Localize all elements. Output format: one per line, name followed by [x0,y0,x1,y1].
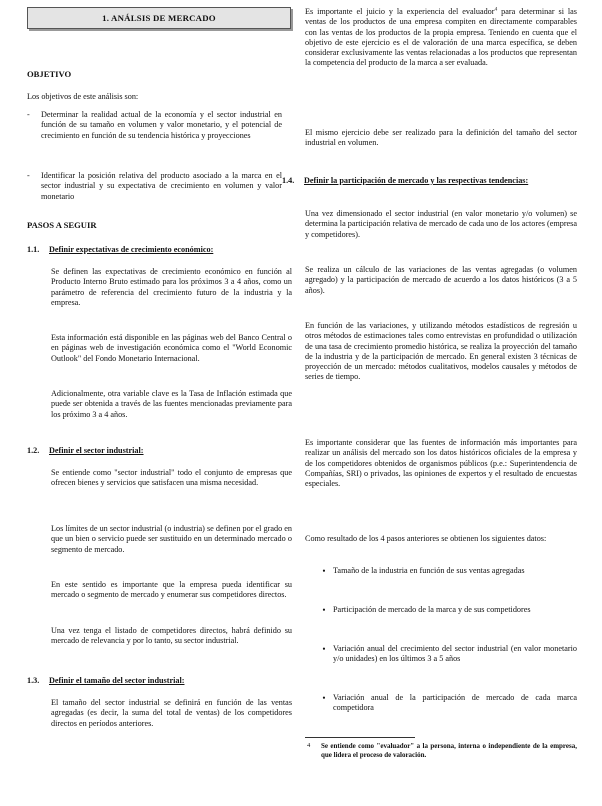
pasos-heading: PASOS A SEGUIR [27,220,97,230]
result-bullet-3 [315,644,577,665]
result-bullet-text: Variación anual del crecimiento del sector industrial (en valor monetario y/o unidades) en los últimos 3 a 5 años [333,644,577,664]
section-1-4-heading [282,176,577,186]
section-title-text: Definir el sector industrial: [49,446,144,455]
section-1-1-paragraph-1: Se definen las expectativas de crecimiento económico en función al Producto Interno Bruto estimado para los próximos 3 a 4 años, como un parámetro de referencia del crecimiento futuro de la industria y la empresa. [51,267,292,307]
section-number: 1.3. [27,676,40,685]
section-1-3-heading [27,676,292,686]
section-1-1-paragraph-3: Adicionalmente, otra variable clave es la Tasa de Inflación estimada que puede ser obtenida a través de las fuentes mencionadas previamente para los próximo 3 a 4 años. [51,389,292,419]
section-1-3-paragraph-1: El tamaño del sector industrial se definirá en función de las ventas agregadas (es decir, la suma del total de ventas) de los competidores directos en períodos anteriores. [51,698,292,728]
objetivo-intro: Los objetivos de este análisis son: [27,92,139,101]
result-bullet-text: Tamaño de la industria en función de sus ventas agregadas [333,566,525,575]
section-title-box [27,7,291,29]
section-1-2-paragraph-3: En este sentido es importante que la empresa pueda identificar su mercado o segmento de mercado y enumerar sus competidores directos. [51,580,292,600]
result-bullet-text: Variación anual de la participación de mercado de cada marca competidora [333,693,577,713]
paragraph-text-after-note: para determinar si las ventas de los productos de una empresa compiten en directamente comparables con las ventas de los productos de la propia empresa. Teniendo en cuenta que el objetivo de este ejercicio es el de valoración de una marca específica, se deben considerar exclusivamente las ventas relacionadas a los productos que representan la competencia del producto de la marca a ser evaluada. [305,7,577,68]
result-bullet-text: Participación de mercado de la marca y de sus competidores [333,605,531,614]
footnote-reference: 4 [494,6,498,13]
section-1-2-heading [27,446,292,456]
section-1-2-paragraph-2: Los límites de un sector industrial (o industria) se definen por el grado en que un bien o servicio puede ser sustituido en un determinado mercado o segmento de mercado. [51,524,292,554]
section-1-4-paragraph-1: Una vez dimensionado el sector industrial (en valor monetario y/o volumen) se determina la participación relativa de mercado de cada uno de los actores (empresa y competidores). [305,209,577,239]
section-1-2-paragraph-4: Una vez tenga el listado de competidores directos, habrá definido su mercado de relevancia y por lo tanto, su sector industrial. [51,626,292,646]
section-1-1-paragraph-2: Esta información está disponible en las páginas web del Banco Central o en páginas web de investigación económica como el "World Economic Outlook" del Fondo Monetario Internacional. [51,333,292,363]
objetivo-bullet-1 [27,110,282,141]
bullet-dot: - [27,171,30,180]
footnote [305,742,577,759]
section-1-3-paragraph-2 [305,7,577,69]
bullet-dot: • [322,605,326,615]
objetivo-bullet-2 [27,171,282,202]
section-number: 1.2. [27,446,40,455]
section-1-4-paragraph-3: En función de las variaciones, y utilizando métodos estadísticos de regresión u otros métodos de estimaciones tales como entrevistas en profundidad o utilización de una tasa de crecimiento promedio histórica, se realiza la proyección del tamaño de la industria y de la participación de mercado. En general existen 3 técnicas de proyección de un mercado: métodos cualitativos, modelos causales y métodos de series de tiempo. [305,321,577,382]
paragraph-text-before-note: Es importante el juicio y la experiencia del evaluador [305,7,495,16]
objetivo-bullet-text: Identificar la posición relativa del producto asociado a la marca en el sector industrial y su expectativa de crecimiento en volumen y valor monetario [41,171,282,201]
section-number: 1.1. [27,245,40,254]
section-title-text: Definir la participación de mercado y las respectivas tendencias: [304,176,529,185]
bullet-dot: • [322,644,326,654]
section-1-4-paragraph-4: Es importante considerar que las fuentes de información más importantes para realizar un análisis del mercado son los datos históricos oficiales de la empresa y de los competidores obtenidos de organismos públicos (p.e.: Superintendencia de Compañías, SRI) o privados, las opiniones de expertos y el resultado de encuestas especiales. [305,438,577,489]
section-title: 1. ANÁLSIS DE MERCADO [102,13,216,23]
bullet-dot: - [27,110,30,119]
bullet-dot: • [322,693,326,703]
section-1-1-heading [27,245,292,255]
result-bullet-2 [315,605,577,615]
section-title-text: Definir el tamaño del sector industrial: [49,676,185,685]
result-bullet-1 [315,566,577,576]
bullet-dot: • [322,566,326,576]
section-1-3-paragraph-3: El mismo ejercicio debe ser realizado para la definición del tamaño del sector industrial en volumen. [305,128,577,148]
section-title-text: Definir expectativas de crecimiento económico: [49,245,214,254]
result-bullet-4 [315,693,577,714]
section-1-4-paragraph-5: Como resultado de los 4 pasos anteriores se obtienen los siguientes datos: [305,534,547,543]
section-1-2-paragraph-1: Se entiende como "sector industrial" todo el conjunto de empresas que ofrecen bienes y servicios que satisfacen una misma necesidad. [51,468,292,488]
footnote-divider [305,737,415,738]
objetivo-bullet-text: Determinar la realidad actual de la economía y el sector industrial en función de su tamaño en volumen y valor monetario, y el potencial de crecimiento en función de su tendencia histórica y proyecciones [41,110,282,140]
section-1-4-paragraph-2: Se realiza un cálculo de las variaciones de las ventas agregadas (o volumen agregado) y la participación de mercado de acuerdo a los datos históricos (3 a 5 años). [305,265,577,295]
section-number: 1.4. [282,176,295,185]
footnote-text: Se entiende como "evaluador" a la persona, interna o independiente de la empresa, que lidera el proceso de valoración. [321,742,577,759]
footnote-mark: 4 [307,742,311,749]
objetivo-heading: OBJETIVO [27,69,72,79]
